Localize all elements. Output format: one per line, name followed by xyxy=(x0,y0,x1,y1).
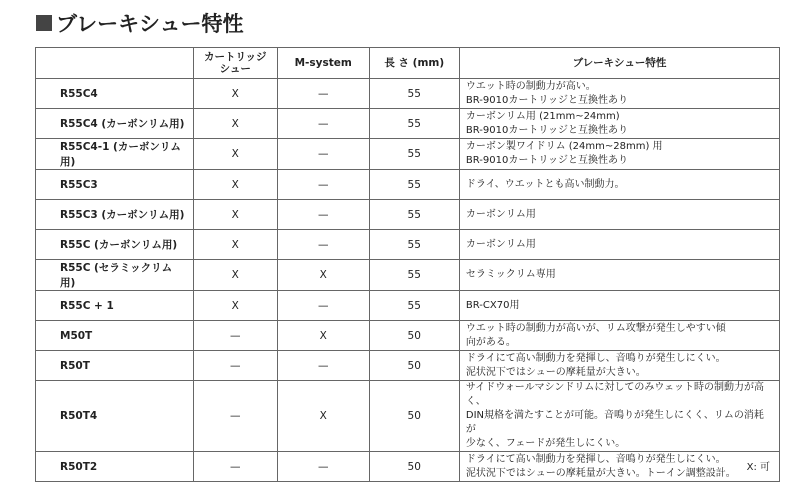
length-value: 55 xyxy=(369,230,459,260)
cartridge-value: X xyxy=(193,139,277,170)
shoe-name: R55C (セラミックリム用) xyxy=(36,260,194,291)
brake-shoe-table xyxy=(35,47,780,482)
length-value: 55 xyxy=(369,109,459,139)
msystem-value: — xyxy=(277,452,369,482)
length-value: 55 xyxy=(369,260,459,291)
characteristic-text: サイドウォールマシンドリムに対してのみウェット時の制動力が高く、 DIN規格を満たすことが可能。音鳴りが発生しにくく、リムの消耗が 少なく、フェードが発生しにくい。 xyxy=(459,381,779,452)
msystem-value: — xyxy=(277,170,369,200)
square-bullet-icon xyxy=(36,15,52,31)
shoe-name: R55C3 (カーボンリム用) xyxy=(36,200,194,230)
table-row xyxy=(36,351,780,381)
length-value: 50 xyxy=(369,452,459,482)
table-row xyxy=(36,381,780,452)
characteristic-text: BR-CX70用 xyxy=(459,291,779,321)
column-header: 長 さ (mm) xyxy=(369,48,459,79)
cartridge-value: X xyxy=(193,260,277,291)
characteristic-text: ドライ、ウエットとも高い制動力。 xyxy=(459,170,779,200)
table-row xyxy=(36,291,780,321)
table-row xyxy=(36,139,780,170)
cartridge-value: X xyxy=(193,291,277,321)
title-text: ブレーキシュー特性 xyxy=(56,12,244,36)
length-value: 50 xyxy=(369,351,459,381)
length-value: 50 xyxy=(369,381,459,452)
characteristic-text: ドライにて高い制動力を発揮し、音鳴りが発生しにくい。 泥状況下ではシューの摩耗量が大きい。トーイン調整設計。 xyxy=(459,452,779,482)
characteristic-text: カーボンリム用 xyxy=(459,230,779,260)
msystem-value: X xyxy=(277,260,369,291)
table-row xyxy=(36,260,780,291)
characteristic-text: カーボン製ワイドリム (24mm~28mm) 用 BR-9010カートリッジと互換性あり xyxy=(459,139,779,170)
column-header: ブレーキシュー特性 xyxy=(459,48,779,79)
shoe-name: R55C4-1 (カーボンリム用) xyxy=(36,139,194,170)
shoe-name: R55C + 1 xyxy=(36,291,194,321)
characteristic-text: ウエット時の制動力が高い。 BR-9010カートリッジと互換性あり xyxy=(459,79,779,109)
cartridge-value: X xyxy=(193,170,277,200)
shoe-name: R55C3 xyxy=(36,170,194,200)
length-value: 50 xyxy=(369,321,459,351)
legend-note: X: 可 xyxy=(746,462,770,473)
length-value: 55 xyxy=(369,170,459,200)
msystem-value: — xyxy=(277,230,369,260)
table-row xyxy=(36,170,780,200)
table-row xyxy=(36,452,780,482)
msystem-value: — xyxy=(277,291,369,321)
cartridge-value: — xyxy=(193,381,277,452)
characteristic-text: ウエット時の制動力が高いが、リム攻撃が発生しやすい傾 向がある。 xyxy=(459,321,779,351)
column-header xyxy=(36,48,194,79)
characteristic-text: ドライにて高い制動力を発揮し、音鳴りが発生しにくい。 泥状況下ではシューの摩耗量が大きい。 xyxy=(459,351,779,381)
msystem-value: — xyxy=(277,139,369,170)
msystem-value: — xyxy=(277,109,369,139)
shoe-name: R50T xyxy=(36,351,194,381)
cartridge-value: — xyxy=(193,452,277,482)
shoe-name: R55C4 (カーボンリム用) xyxy=(36,109,194,139)
cartridge-value: X xyxy=(193,79,277,109)
page-title xyxy=(36,8,244,38)
msystem-value: — xyxy=(277,79,369,109)
table-row xyxy=(36,321,780,351)
column-header: M-system xyxy=(277,48,369,79)
shoe-name: R55C (カーボンリム用) xyxy=(36,230,194,260)
shoe-name: R55C4 xyxy=(36,79,194,109)
table-header xyxy=(36,48,780,79)
length-value: 55 xyxy=(369,200,459,230)
cartridge-value: — xyxy=(193,351,277,381)
length-value: 55 xyxy=(369,291,459,321)
cartridge-value: X xyxy=(193,230,277,260)
shoe-name: M50T xyxy=(36,321,194,351)
table-row xyxy=(36,200,780,230)
length-value: 55 xyxy=(369,79,459,109)
characteristic-text: カーボンリム用 (21mm~24mm) BR-9010カートリッジと互換性あり xyxy=(459,109,779,139)
cartridge-value: X xyxy=(193,200,277,230)
table-row xyxy=(36,230,780,260)
table-row xyxy=(36,79,780,109)
column-header: カートリッジ シュー xyxy=(193,48,277,79)
length-value: 55 xyxy=(369,139,459,170)
table-row xyxy=(36,109,780,139)
shoe-name: R50T4 xyxy=(36,381,194,452)
cartridge-value: X xyxy=(193,109,277,139)
msystem-value: X xyxy=(277,321,369,351)
cartridge-value: — xyxy=(193,321,277,351)
characteristic-text: カーボンリム用 xyxy=(459,200,779,230)
msystem-value: — xyxy=(277,351,369,381)
shoe-name: R50T2 xyxy=(36,452,194,482)
msystem-value: X xyxy=(277,381,369,452)
msystem-value: — xyxy=(277,200,369,230)
characteristic-text: セラミックリム専用 xyxy=(459,260,779,291)
